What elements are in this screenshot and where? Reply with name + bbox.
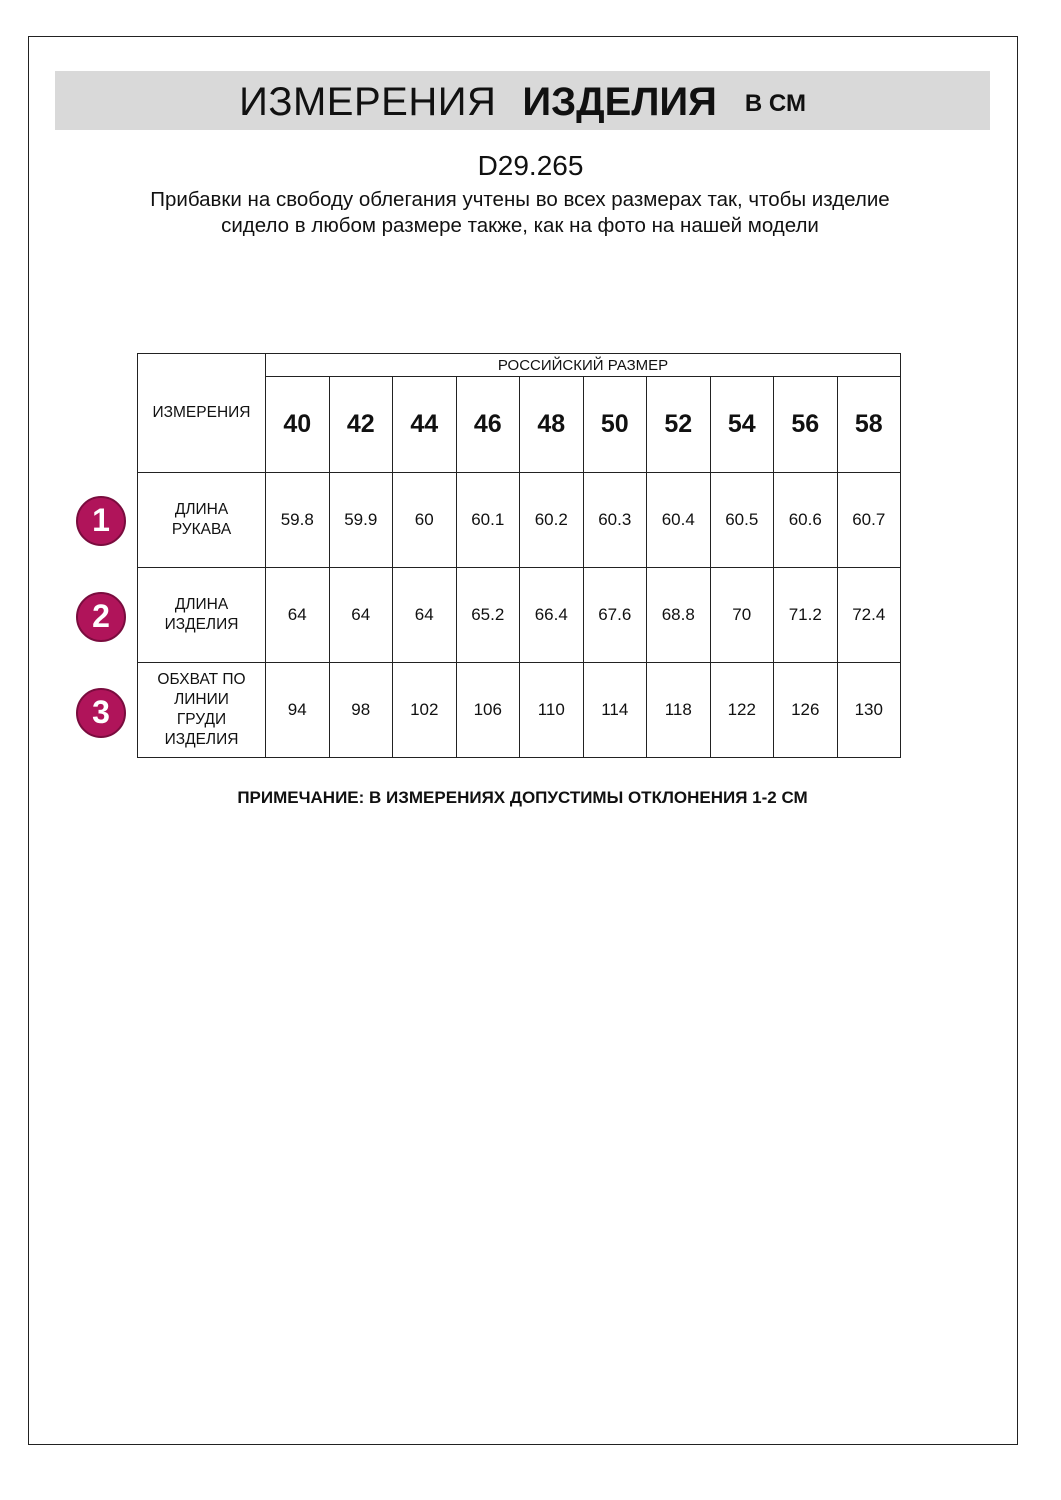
table-cell: 98 <box>329 663 393 758</box>
table-cell: 60.3 <box>583 473 647 568</box>
title-part-product: ИЗДЕЛИЯ <box>522 80 717 124</box>
table-row <box>138 663 901 758</box>
table-cell: 60 <box>393 473 457 568</box>
table-cell: 60.1 <box>456 473 520 568</box>
size-header: 50 <box>583 377 647 473</box>
table-cell: 126 <box>774 663 838 758</box>
size-group-header: РОССИЙСКИЙ РАЗМЕР <box>266 354 901 377</box>
title-part-measurements: ИЗМЕРЕНИЯ <box>239 80 497 124</box>
measurement-marker-2: 2 <box>76 592 126 642</box>
row-label: ДЛИНА ИЗДЕЛИЯ <box>138 568 266 663</box>
table-cell: 60.2 <box>520 473 584 568</box>
table-cell: 71.2 <box>774 568 838 663</box>
size-header: 46 <box>456 377 520 473</box>
size-header: 52 <box>647 377 711 473</box>
table-cell: 67.6 <box>583 568 647 663</box>
size-header: 58 <box>837 377 901 473</box>
size-header: 44 <box>393 377 457 473</box>
size-table <box>137 353 901 758</box>
row-label: ОБХВАТ ПО ЛИНИИ ГРУДИ ИЗДЕЛИЯ <box>138 663 266 758</box>
table-cell: 130 <box>837 663 901 758</box>
table-cell: 59.9 <box>329 473 393 568</box>
size-header: 48 <box>520 377 584 473</box>
fit-description: Прибавки на свободу облегания учтены во всех размерах так, чтобы изделие сидело в любом размере также, как на фото на нашей модели <box>150 188 890 237</box>
page-title <box>55 71 990 130</box>
title-bar <box>55 71 990 130</box>
table-cell: 68.8 <box>647 568 711 663</box>
table-cell: 60.5 <box>710 473 774 568</box>
table-cell: 60.6 <box>774 473 838 568</box>
table-cell: 59.8 <box>266 473 330 568</box>
table-cell: 102 <box>393 663 457 758</box>
tolerance-note: ПРИМЕЧАНИЕ: В ИЗМЕРЕНИЯХ ДОПУСТИМЫ ОТКЛОНЕНИЯ 1-2 СМ <box>237 788 808 807</box>
table-cell: 64 <box>266 568 330 663</box>
size-header: 56 <box>774 377 838 473</box>
table-cell: 118 <box>647 663 711 758</box>
table-cell: 110 <box>520 663 584 758</box>
corner-label: ИЗМЕРЕНИЯ <box>138 354 266 473</box>
size-header: 42 <box>329 377 393 473</box>
product-code: D29.265 <box>477 150 584 181</box>
row-label: ДЛИНА РУКАВА <box>138 473 266 568</box>
size-header: 54 <box>710 377 774 473</box>
table-cell: 64 <box>329 568 393 663</box>
table-cell: 72.4 <box>837 568 901 663</box>
table-cell: 66.4 <box>520 568 584 663</box>
table-cell: 114 <box>583 663 647 758</box>
table-cell: 70 <box>710 568 774 663</box>
table-cell: 122 <box>710 663 774 758</box>
table-cell: 60.4 <box>647 473 711 568</box>
table-row <box>138 473 901 568</box>
table-cell: 94 <box>266 663 330 758</box>
table-row <box>138 568 901 663</box>
size-header: 40 <box>266 377 330 473</box>
measurement-marker-3: 3 <box>76 688 126 738</box>
table-cell: 65.2 <box>456 568 520 663</box>
table-cell: 60.7 <box>837 473 901 568</box>
table-cell: 64 <box>393 568 457 663</box>
measurement-marker-1: 1 <box>76 496 126 546</box>
title-part-units: В СМ <box>744 90 806 117</box>
table-cell: 106 <box>456 663 520 758</box>
